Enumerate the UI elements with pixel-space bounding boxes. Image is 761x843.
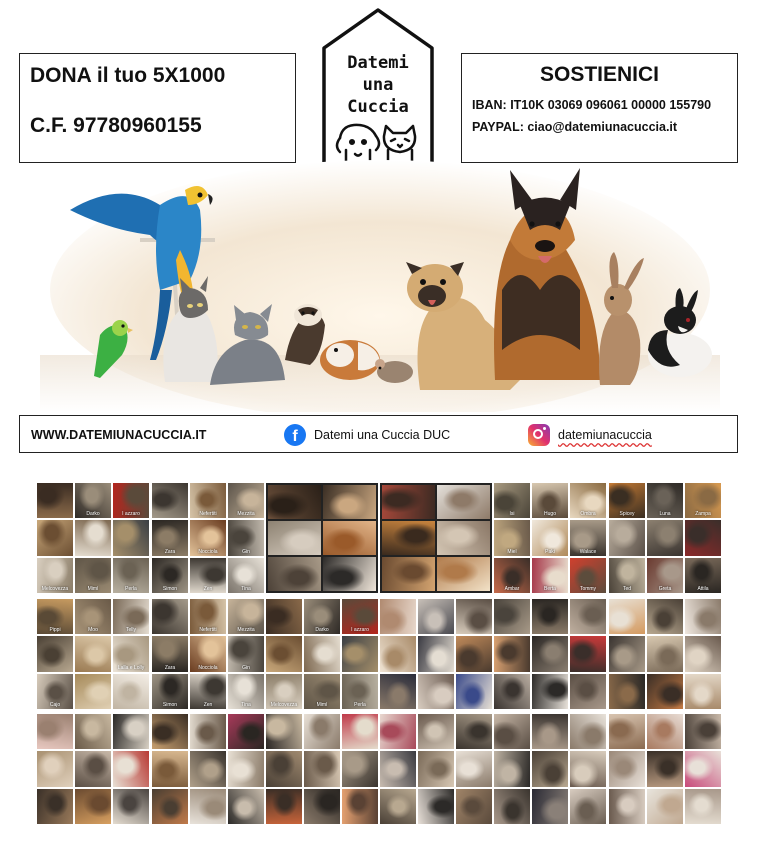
photo-collage [37, 714, 149, 824]
pet-name-caption: Perla [125, 585, 137, 592]
photo-collage [609, 714, 721, 824]
pet-photo [609, 789, 645, 824]
pet-photo [532, 674, 568, 709]
facebook-icon: f [284, 424, 306, 446]
pet-name-caption: Luna [659, 511, 671, 518]
pet-name-caption: Zen [203, 701, 213, 708]
pet-photo [380, 714, 416, 749]
pet-photo [152, 714, 188, 749]
pet-photo [609, 636, 645, 671]
website-link[interactable]: WWW.DATEMIUNACUCCIA.IT [31, 428, 207, 442]
pet-photo [75, 674, 111, 709]
pet-photo [323, 557, 376, 591]
pet-photo [342, 674, 378, 709]
pet-name-caption: Zampa [695, 511, 711, 518]
pet-name-caption: Ted [622, 585, 632, 592]
pet-name-caption: Ombra [580, 511, 596, 518]
donate-5x1000-text: DONA il tuo 5X1000 [30, 64, 226, 87]
support-title: SOSTIENICI [539, 63, 660, 86]
pet-photo [494, 599, 530, 634]
pet-photo [570, 599, 606, 634]
pet-photo [382, 485, 435, 519]
pet-photo [75, 483, 111, 518]
pet-name-caption: Mimì [316, 701, 328, 708]
photo-collage [380, 714, 492, 824]
pet-photo [113, 599, 149, 634]
pet-photo [190, 520, 226, 555]
support-box [461, 53, 738, 163]
pet-photo [304, 714, 340, 749]
pet-photo [342, 789, 378, 824]
paypal-text: PAYPAL: ciao@datemiunacuccia.it [472, 120, 678, 134]
instagram-label: datemiunacuccia [558, 428, 652, 442]
pet-name-caption: Perla [354, 701, 366, 708]
pet-name-caption: Zen [203, 585, 213, 592]
pet-photo [532, 751, 568, 786]
pet-photo [418, 636, 454, 671]
pet-photo [266, 674, 302, 709]
pet-photo [456, 636, 492, 671]
pet-photo [152, 483, 188, 518]
pet-photo [190, 599, 226, 634]
photo-collage [152, 714, 264, 824]
pet-name-caption: Melcovezza [41, 585, 69, 592]
pet-photo [37, 599, 73, 634]
adopted-pets-photo-mosaic [37, 483, 723, 827]
pet-photo [456, 714, 492, 749]
iban-text: IBAN: IT10K 03069 096061 00000 155790 [472, 98, 712, 112]
pet-name-caption: Hugo [544, 511, 556, 518]
logo-line-2: una [362, 75, 394, 95]
pet-photo [609, 599, 645, 634]
pet-photo [323, 485, 376, 519]
pet-photo [113, 714, 149, 749]
photo-collage [37, 483, 149, 593]
pet-photo [532, 789, 568, 824]
pet-name-caption: Tina [241, 585, 251, 592]
pet-photo [532, 636, 568, 671]
pet-photo [228, 789, 264, 824]
pet-photo [685, 751, 721, 786]
pet-photo [152, 674, 188, 709]
pet-photo [418, 599, 454, 634]
pet-photo [685, 599, 721, 634]
pet-photo [228, 714, 264, 749]
pet-photo [268, 521, 321, 555]
pet-photo [609, 751, 645, 786]
pet-photo [266, 789, 302, 824]
pet-name-caption: Melcovezza [270, 701, 298, 708]
pet-photo [494, 558, 530, 593]
pet-photo [647, 636, 683, 671]
pet-name-caption: Lalla e Lolly [117, 664, 145, 671]
pet-photo [437, 485, 490, 519]
pet-name-caption: Ambar [504, 585, 520, 592]
pet-photo [609, 674, 645, 709]
pet-photo [647, 520, 683, 555]
pet-photo [494, 636, 530, 671]
pet-photo [647, 714, 683, 749]
photo-collage [266, 483, 378, 593]
contact-links-bar [19, 415, 738, 453]
pet-name-caption: Simon [162, 701, 178, 708]
pet-name-caption: I azzaro [351, 627, 369, 634]
pet-photo [685, 714, 721, 749]
pet-photo [342, 714, 378, 749]
pet-photo [342, 599, 378, 634]
pet-name-caption: Walace [579, 548, 597, 555]
pet-photo [494, 483, 530, 518]
pet-photo [418, 674, 454, 709]
pet-photo [228, 558, 264, 593]
pet-photo [113, 674, 149, 709]
instagram-link[interactable] [528, 424, 652, 446]
pet-photo [494, 520, 530, 555]
pet-photo [75, 636, 111, 671]
pet-photo [494, 714, 530, 749]
pet-photo [304, 599, 340, 634]
pet-photo [228, 520, 264, 555]
instagram-icon [528, 424, 550, 446]
facebook-link[interactable] [284, 424, 450, 446]
pet-photo [494, 674, 530, 709]
pet-photo [113, 520, 149, 555]
pet-photo [304, 751, 340, 786]
logo-line-1: Datemi [347, 53, 409, 73]
pet-photo [380, 674, 416, 709]
pet-photo [685, 636, 721, 671]
pet-photo [266, 751, 302, 786]
pet-photo [342, 636, 378, 671]
pet-photo [532, 558, 568, 593]
pet-name-caption: Spicey [619, 511, 635, 518]
photo-collage [266, 714, 378, 824]
pet-photo [532, 520, 568, 555]
pet-photo [37, 714, 73, 749]
pet-photo [37, 674, 73, 709]
pet-name-caption: I azzaro [122, 511, 140, 518]
pet-name-caption: Mezzita [237, 511, 255, 518]
pet-photo [37, 520, 73, 555]
pet-photo [75, 558, 111, 593]
pet-photo [152, 599, 188, 634]
photo-collage [609, 599, 721, 709]
pet-photo [382, 521, 435, 555]
pet-photo [113, 558, 149, 593]
pet-photo [685, 483, 721, 518]
pet-name-caption: Berta [544, 585, 556, 592]
pet-name-caption: Greta [658, 585, 672, 592]
pet-name-caption: Attila [697, 585, 709, 592]
pet-photo [304, 789, 340, 824]
pet-photo [113, 789, 149, 824]
pet-photo [342, 751, 378, 786]
pet-photo [190, 751, 226, 786]
pet-photo [113, 483, 149, 518]
pet-photo [647, 789, 683, 824]
pet-photo [228, 483, 264, 518]
pet-photo [437, 557, 490, 591]
pet-photo [685, 520, 721, 555]
photo-collage [494, 714, 606, 824]
pet-name-caption: Pippi [49, 627, 61, 634]
pet-photo [228, 636, 264, 671]
pet-photo [437, 521, 490, 555]
pet-photo [494, 751, 530, 786]
pet-name-caption: Cajo [49, 701, 61, 708]
guinea-pig [320, 340, 380, 380]
pet-name-caption: Gin [242, 548, 250, 555]
pet-photo [570, 751, 606, 786]
pet-photo [152, 636, 188, 671]
pet-photo [570, 714, 606, 749]
pet-photo [532, 714, 568, 749]
pet-photo [418, 751, 454, 786]
pet-photo [647, 483, 683, 518]
pet-photo [304, 636, 340, 671]
pet-photo [647, 674, 683, 709]
pet-photo [382, 557, 435, 591]
pet-photo [456, 751, 492, 786]
pet-name-caption: Mezzita [237, 627, 255, 634]
pet-photo [37, 558, 73, 593]
pet-photo [228, 751, 264, 786]
pet-photo [532, 483, 568, 518]
pet-name-caption: Nocciola [198, 664, 218, 671]
pet-photo [37, 751, 73, 786]
pet-photo [113, 751, 149, 786]
pet-photo [685, 674, 721, 709]
photo-collage [152, 599, 264, 709]
tax-code-text: C.F. 97780960155 [30, 114, 202, 137]
pet-name-caption: Moo [88, 627, 98, 634]
photo-collage [380, 599, 492, 709]
pet-photo [647, 751, 683, 786]
pet-name-caption: Nocciola [198, 548, 218, 555]
pet-photo [570, 636, 606, 671]
pet-photo [268, 485, 321, 519]
pet-name-caption: Nefertiti [199, 627, 217, 634]
pet-photo [113, 636, 149, 671]
pet-photo [152, 558, 188, 593]
pet-photo [304, 674, 340, 709]
logo-line-3: Cuccia [347, 97, 409, 117]
pet-photo [190, 636, 226, 671]
pet-photo [37, 636, 73, 671]
pet-name-caption: Isi [509, 511, 515, 518]
pet-photo [685, 789, 721, 824]
pet-name-caption: Miel [507, 548, 517, 555]
pet-photo [380, 636, 416, 671]
pet-photo [75, 599, 111, 634]
pet-name-caption: Simon [162, 585, 178, 592]
photo-collage [494, 483, 606, 593]
pet-photo [190, 789, 226, 824]
pet-photo [190, 483, 226, 518]
pet-photo [266, 636, 302, 671]
pet-photo [190, 558, 226, 593]
pet-photo [456, 599, 492, 634]
pet-name-caption: Zara [164, 664, 176, 671]
pet-photo [418, 714, 454, 749]
pet-photo [647, 558, 683, 593]
pet-photo [570, 520, 606, 555]
pet-photo [268, 557, 321, 591]
pet-photo [266, 599, 302, 634]
facebook-label: Datemi una Cuccia DUC [314, 428, 451, 442]
pet-photo [75, 714, 111, 749]
pet-name-caption: Nefertiti [199, 511, 217, 518]
pet-photo [323, 521, 376, 555]
pet-name-caption: Tommy [579, 585, 597, 592]
pet-photo [152, 789, 188, 824]
photo-collage [494, 599, 606, 709]
pet-photo [228, 599, 264, 634]
pet-name-caption: Gin [242, 664, 250, 671]
pet-photo [418, 789, 454, 824]
pet-photo [532, 599, 568, 634]
pet-name-caption: Paki [545, 548, 555, 555]
pet-photo [75, 751, 111, 786]
pet-photo [228, 674, 264, 709]
photo-collage [609, 483, 721, 593]
pet-photo [685, 558, 721, 593]
pet-name-caption: Telly [125, 627, 136, 634]
photo-collage [37, 599, 149, 709]
pet-photo [609, 558, 645, 593]
pet-photo [494, 789, 530, 824]
pet-photo [570, 789, 606, 824]
pet-photo [380, 751, 416, 786]
pet-photo [456, 674, 492, 709]
pets-group-illustration [40, 150, 720, 412]
pet-photo [456, 789, 492, 824]
pet-photo [609, 483, 645, 518]
pet-photo [380, 789, 416, 824]
pet-name-caption: Darko [315, 627, 329, 634]
pet-photo [37, 789, 73, 824]
pet-photo [152, 520, 188, 555]
pet-name-caption: Tina [241, 701, 251, 708]
pet-photo [190, 714, 226, 749]
pet-photo [37, 483, 73, 518]
pet-photo [266, 714, 302, 749]
pet-photo [75, 789, 111, 824]
pet-photo [570, 674, 606, 709]
pet-photo [190, 674, 226, 709]
pet-photo [75, 520, 111, 555]
pet-name-caption: Zara [164, 548, 176, 555]
pet-photo [570, 558, 606, 593]
pet-photo [570, 483, 606, 518]
pet-name-caption: Mimì [87, 585, 99, 592]
pet-photo [152, 751, 188, 786]
photo-collage [152, 483, 264, 593]
pet-photo [609, 520, 645, 555]
pet-name-caption: Darko [86, 511, 100, 518]
photo-collage [266, 599, 378, 709]
photo-collage [380, 483, 492, 593]
pet-photo [380, 599, 416, 634]
donate-5x1000-box [19, 53, 296, 163]
pet-photo [609, 714, 645, 749]
pet-photo [647, 599, 683, 634]
